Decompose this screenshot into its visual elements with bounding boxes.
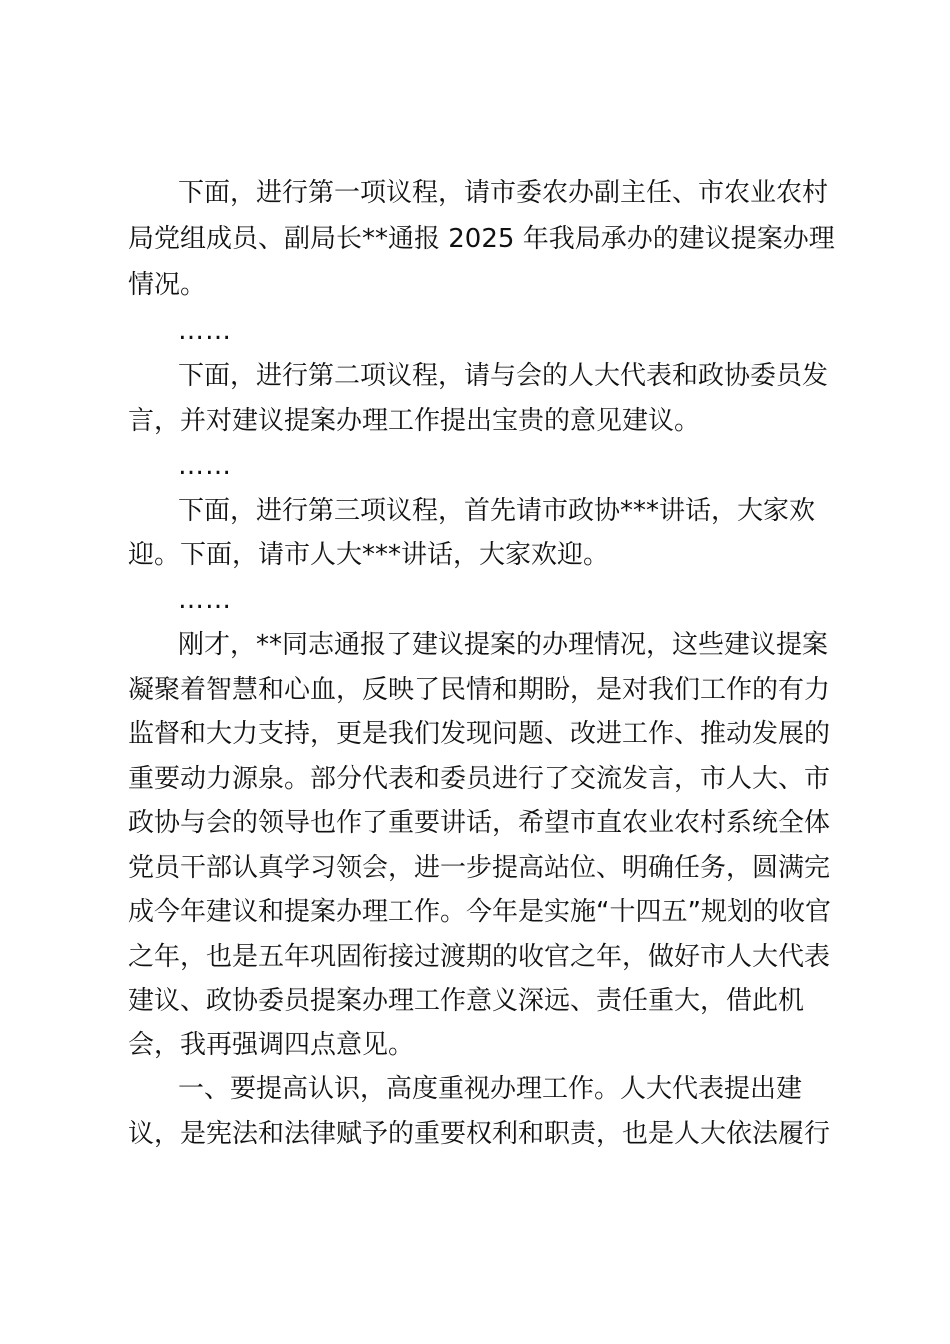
ellipsis-2: …… (178, 451, 232, 481)
paragraph-2-line-2: 言，并对建议提案办理工作提出宝贵的意见建议。 (128, 406, 701, 436)
paragraph-3-line-2: 迎。下面，请市人大***讲话，大家欢迎。 (128, 540, 610, 570)
paragraph-4-line-10: 会，我再强调四点意见。 (128, 1030, 415, 1060)
paragraph-4-line-8: 之年，也是五年巩固衔接过渡期的收官之年，做好市人大代表 (128, 942, 831, 972)
paragraph-4-line-3: 监督和大力支持，更是我们发现问题、改进工作、推动发展的 (128, 719, 831, 749)
paragraph-4-line-1: 刚才，**同志通报了建议提案的办理情况，这些建议提案 (178, 630, 829, 660)
paragraph-1-line-2: 局党组成员、副局长**通报 2025 年我局承办的建议提案办理 (128, 224, 835, 254)
paragraph-4-line-2: 凝聚着智慧和心血，反映了民情和期盼，是对我们工作的有力 (128, 675, 831, 705)
ellipsis-3: …… (178, 585, 232, 615)
paragraph-3-line-1: 下面，进行第三项议程，首先请市政协***讲话，大家欢 (178, 496, 816, 526)
paragraph-4-line-6: 党员干部认真学习领会，进一步提高站位、明确任务，圆满完 (128, 853, 831, 883)
ellipsis-1: …… (178, 316, 232, 346)
paragraph-5-line-2: 议，是宪法和法律赋予的重要权利和职责，也是人大依法履行 (128, 1119, 831, 1149)
paragraph-1-line-3: 情况。 (128, 270, 207, 300)
paragraph-4-line-4: 重要动力源泉。部分代表和委员进行了交流发言，市人大、市 (128, 764, 831, 794)
paragraph-2-line-1: 下面，进行第二项议程，请与会的人大代表和政协委员发 (178, 361, 829, 391)
paragraph-4-line-5: 政协与会的领导也作了重要讲话，希望市直农业农村系统全体 (128, 808, 831, 838)
paragraph-1-line-1: 下面，进行第一项议程，请市委农办副主任、市农业农村 (178, 178, 829, 208)
paragraph-4-line-9: 建议、政协委员提案办理工作意义深远、责任重大，借此机 (128, 986, 805, 1016)
paragraph-5-line-1: 一、要提高认识，高度重视办理工作。人大代表提出建 (178, 1074, 803, 1104)
paragraph-4-line-7: 成今年建议和提案办理工作。今年是实施“十四五”规划的收官 (128, 897, 831, 927)
